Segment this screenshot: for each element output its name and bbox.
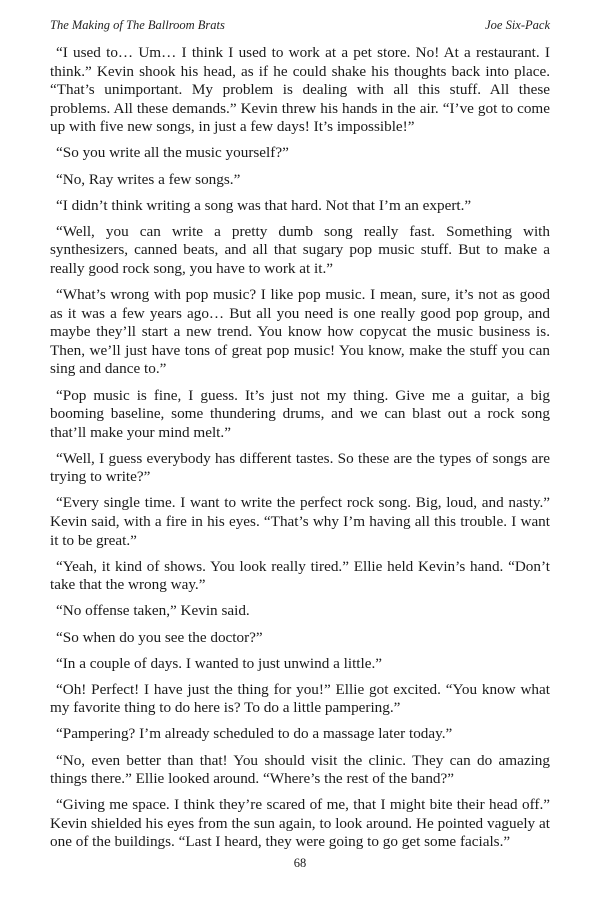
paragraph: “I didn’t think writing a song was that hard. Not that I’m an expert.” (56, 196, 472, 214)
paragraph: “Well, I guess everybody has different tastes. So these are the types of songs are trying to write?” (50, 449, 550, 486)
paragraph: “No offense taken,” Kevin said. (56, 602, 250, 620)
running-header (50, 18, 550, 33)
paragraph: “Oh! Perfect! I have just the thing for you!” Ellie got excited. “You know what my favorite thing to do here is? To do a little pampering.” (50, 680, 550, 717)
paragraph: “Yeah, it kind of shows. You look really tired.” Ellie held Kevin’s hand. “Don’t take that the wrong way.” (50, 557, 550, 594)
paragraph: “So when do you see the doctor?” (56, 628, 263, 646)
header-book-title: The Making of The Ballroom Brats (50, 18, 225, 32)
page-number: 68 (293, 856, 307, 870)
page-body (50, 44, 550, 859)
paragraph: “I used to… Um… I think I used to work at a pet store. No! At a restaurant. I think.” Kevin shook his head, as if he could shake his thoughts back into place. “That’s unimportant. My problem is dealing with all this stuff. All these problems. All these demands.” Kevin threw his hands in the air. “I’ve got to come up with five new songs, in just a few days! It’s impossible!” (50, 44, 550, 136)
paragraph: “Pampering? I’m already scheduled to do a massage later today.” (56, 725, 453, 743)
paragraph: “So you write all the music yourself?” (56, 144, 289, 162)
paragraph: “No, Ray writes a few songs.” (56, 170, 241, 188)
paragraph: “What’s wrong with pop music? I like pop music. I mean, sure, it’s not as good as it was a few years ago… But all you need is one really good pop group, and maybe they’ll start a new trend. You know how copycat the music business is. Then, we’ll just have tons of great pop music! You know, make the stuff you can sing and dance to.” (50, 286, 550, 378)
header-author: Joe Six-Pack (485, 18, 550, 32)
paragraph: “Giving me space. I think they’re scared of me, that I might bite their head off.” Kevin shielded his eyes from the sun again, to look around. He pointed vaguely at one of the buildings. “Last I heard, they were going to go get some facials.” (50, 796, 550, 851)
paragraph: “In a couple of days. I wanted to just unwind a little.” (56, 654, 383, 672)
paragraph: “No, even better than that! You should visit the clinic. They can do amazing things there.” Ellie looked around. “Where’s the rest of the band?” (50, 751, 550, 788)
paragraph: “Pop music is fine, I guess. It’s just not my thing. Give me a guitar, a big booming baseline, some thundering drums, and we can blast out a rock song that’ll make your mind melt.” (50, 386, 550, 441)
paragraph: “Every single time. I want to write the perfect rock song. Big, loud, and nasty.” Kevin said, with a fire in his eyes. “That’s why I’m having all this trouble. I want it to be great.” (50, 494, 550, 549)
paragraph: “Well, you can write a pretty dumb song really fast. Something with synthesizers, canned beats, and all that sugary pop music stuff. But to make a really good rock song, you have to work at it.” (50, 222, 550, 277)
